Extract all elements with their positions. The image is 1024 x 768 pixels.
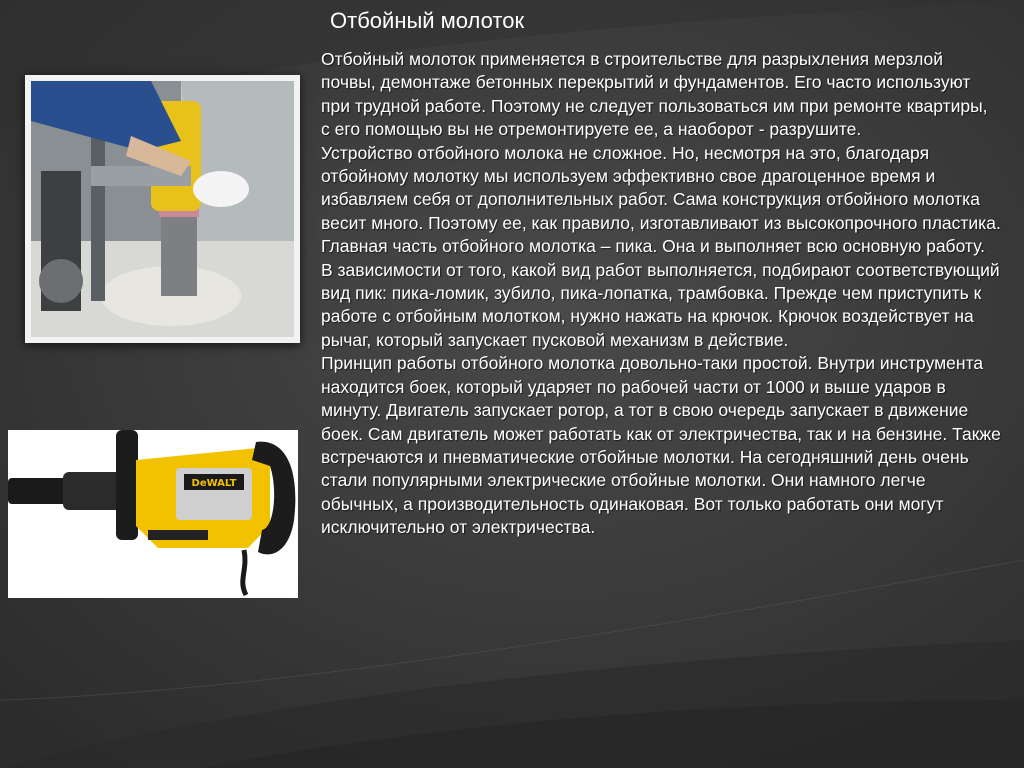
- paragraph-construction: Устройство отбойного молока не сложное. Но, несмотря на это, благодаря отбойному молотку мы используем эффективно свое драгоценное время и избавляем себя от дополнительных работ. Сама конструкция отбойного молотка весит много. Поэтому ее, как правило, изготавливают из высокопрочного пластика.: [321, 142, 1001, 233]
- slide-title: Отбойный молоток: [330, 8, 525, 33]
- paragraph-principle: Принцип работы отбойного молотка довольно-таки простой. Внутри инструмента находится боек, который ударяет по рабочей части от 1000 и выше ударов в минуту. Двигатель запускает ротор, а тот в свою очередь запускает в движение боек. Сам двигатель может работать как от электричества, так и на бензине. Также встречаются и пневматические отбойные молотки. На сегодняшний день очень стали популярными электрические отбойные молотки. Они намного легче обычных, а производительность одинаковая. Вот только работать они могут исключительно от электричества.: [321, 353, 1001, 538]
- paragraph-pike: Главная часть отбойного молотка – пика. Она и выполняет всю основную работу. В зависимости от того, какой вид работ выполняется, подбирают соответствующий вид пик: пика-ломик, зубило, пика-лопатка, трамбовка. Прежде чем приступить к работе с отбойным молотком, нужно нажать на крючок. Крючок воздействует на рычаг, который запускает пусковой механизм в действие.: [321, 236, 1000, 350]
- slide-body: [321, 48, 1001, 540]
- jackhammer-product-image: [8, 430, 298, 598]
- brand-logo: DeWALT: [191, 478, 237, 489]
- paragraph-application: Отбойный молоток применяется в строительстве для разрыхления мерзлой почвы, демонтаже бетонных перекрытий и фундаментов. Его часто используют при трудной работе. Поэтому не следует пользоваться им при ремонте квартиры, с его помощью вы не отремонтируете ее, а наоборот - разрушите.: [321, 49, 988, 140]
- worker-drilling-photo: [25, 75, 300, 343]
